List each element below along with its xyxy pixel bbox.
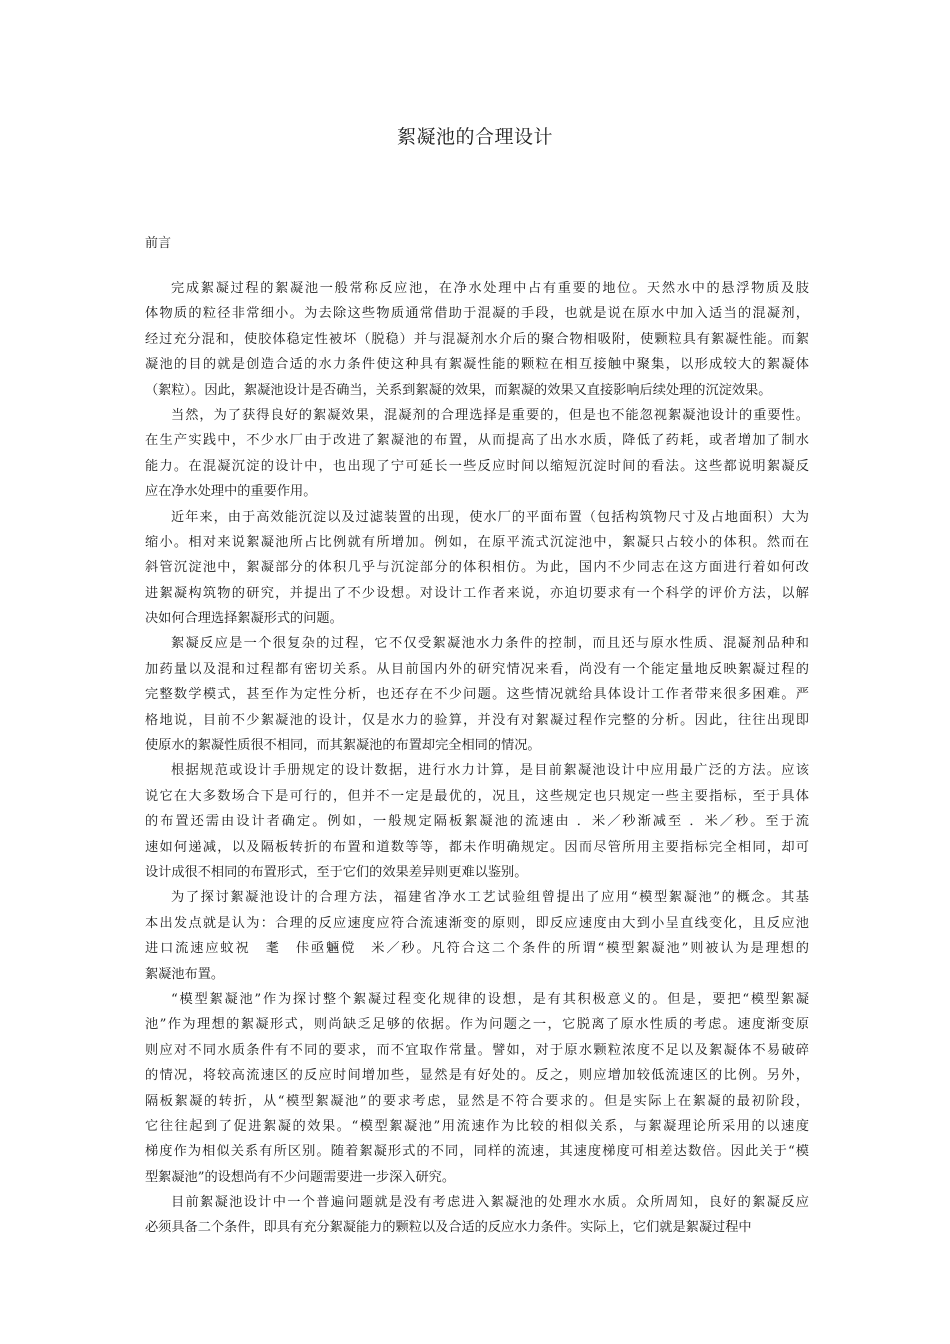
paragraph-line: 完成絮凝过程的絮凝池一般常称反应池，在净水处理中占有重要的地位。天然水中的悬浮物质及肢	[171, 281, 809, 296]
paragraph-line: 经过充分混和，使胶体稳定性被坏（脱稳）并与混凝剂水介后的聚合物相吸附，使颗粒具有絮凝性能。而絮	[145, 331, 809, 347]
paragraph-line: 在生产实践中，不少水厂由于改进了絮凝池的布置，从而提高了出水水质，降低了药耗，或者增加了制水	[145, 433, 809, 449]
paragraph-line: 的情况，将较高流速区的反应时间增加些，显然是有好处的。反之，则应增加较低流速区的比例。另外，	[145, 1068, 809, 1084]
paragraph-line: 凝池的目的就是创造合适的水力条件使这种具有絮凝性能的颗粒在相互接触中聚集，以形成较大的絮凝体	[145, 357, 809, 373]
paragraph-line: 它往往起到了促进絮凝的效果。“模型絮凝池”用流速作为比较的相似关系，与絮凝理论所采用的以速度	[145, 1118, 809, 1134]
paragraph-line: 的布置还需由设计者确定。例如，一般规定隔板絮凝池的流速由 ．米／秒渐减至 ．米／秒。至于流	[145, 814, 809, 830]
paragraph-line: 必须具备二个条件，即具有充分絮凝能力的颗粒以及合适的反应水力条件。实际上，它们就是絮凝过程中	[145, 1220, 752, 1236]
paragraph-line: 絮凝反应是一个很复杂的过程，它不仅受絮凝池水力条件的控制，而且还与原水性质、混凝剂品种和	[171, 636, 809, 652]
paragraph-line: 本出发点就是认为：合理的反应速度应符合流速渐变的原则，即反应速度由大到小呈直线变化，且反应池	[145, 915, 809, 931]
paragraph-line: 进口流速应蚊祝 耄 佧亟魎傥 米／秒。凡符合这二个条件的所谓“模型絮凝池”则被认为是理想的	[145, 941, 809, 957]
paragraph-line: （絮粒）。因此，絮凝池设计是否确当，关系到絮凝的效果，而絮凝的效果又直接影响后续处理的沉淀效果。	[145, 382, 772, 398]
paragraph-line: 池”作为理想的絮凝形式，则尚缺乏足够的依据。作为问题之一，它脱离了原水性质的考虑。速度渐变原	[145, 1017, 809, 1033]
paragraph-line: 加药量以及混和过程都有密切关系。从目前国内外的研究情况来看，尚没有一个能定量地反映絮凝过程的	[145, 661, 809, 677]
body-text	[145, 276, 809, 1241]
paragraph-line: 体物质的粒径非常细小。为去除这些物质通常借助于混凝的手段，也就是说在原水中加入适当的混凝剂，	[145, 306, 809, 322]
paragraph-line: 能力。在混凝沉淀的设计中，也出现了宁可延长一些反应时间以缩短沉淀时间的看法。这些都说明絮凝反	[145, 458, 809, 474]
paragraph-line: 根据规范或设计手册规定的设计数据，进行水力计算，是目前絮凝池设计中应用最广泛的方法。应该	[171, 763, 809, 779]
paragraph-line: 近年来，由于高效能沉淀以及过滤装置的出现，使水厂的平面布置（包括构筑物尺寸及占地面积）大为	[171, 509, 809, 525]
document-title: 絮凝池的合理设计	[396, 126, 553, 148]
paragraph-line: 完整数学模式，甚至作为定性分析，也还存在不少问题。这些情况就给具体设计工作者带来很多困难。严	[145, 687, 809, 703]
paragraph-line: 进絮凝构筑物的研究，并提出了不少设想。对设计工作者来说，亦迫切要求有一个科学的评价方法，以解	[145, 585, 809, 601]
paragraph-line: 型絮凝池”的设想尚有不少问题需要进一步深入研究。	[145, 1169, 456, 1185]
paragraph	[145, 758, 809, 885]
paragraph-line: “模型絮凝池”作为探讨整个絮凝过程变化规律的设想，是有其积极意义的。但是，要把“模型絮凝	[171, 991, 809, 1007]
paragraph-line: 格地说，目前不少絮凝池的设计，仅是水力的验算，并没有对絮凝过程作完整的分析。因此，往往出现即	[145, 712, 809, 728]
paragraph	[145, 276, 809, 403]
paragraph-line: 斜管沉淀池中，絮凝部分的体积几乎与沉淀部分的体积相仿。为此，国内不少同志在这方面进行着如何改	[145, 560, 809, 576]
paragraph-line: 使原水的絮凝性质很不相同，而其絮凝池的布置却完全相同的情况。	[145, 738, 541, 754]
paragraph	[145, 631, 809, 758]
paragraph-line: 则应对不同水质条件有不同的要求，而不宜取作常量。譬如，对于原水颗粒浓度不足以及絮凝体不易破碎	[145, 1042, 809, 1058]
author-line	[0, 168, 950, 184]
paragraph-line: 说它在大多数场合下是可行的，但并不一定是最优的，况且，这些规定也只规定一些主要指标，至于具体	[145, 788, 809, 804]
paragraph-line: 缩小。相对来说絮凝池所占比例就有所增加。例如，在原平流式沉淀池中，絮凝只占较小的体积。然而在	[145, 534, 809, 550]
paragraph-line: 絮凝池布置。	[145, 966, 225, 982]
paragraph-line: 应在净水处理中的重要作用。	[145, 484, 317, 500]
paragraph-line: 目前絮凝池设计中一个普遍问题就是没有考虑进入絮凝池的处理水水质。众所周知，良好的絮凝反应	[171, 1195, 809, 1211]
paragraph-line: 梯度作为相似关系有所区别。随着絮凝形式的不同，同样的流速，其速度梯度可相差达数倍。因此关于“模	[145, 1144, 809, 1160]
paragraph	[145, 987, 809, 1190]
paragraph-line: 决如何合理选择絮凝形式的问题。	[145, 611, 343, 627]
paragraph	[145, 505, 809, 632]
paragraph-line: 隔板絮凝的转折，从“模型絮凝池”的要求考虑，显然是不符合要求的。但是实际上在絮凝的最初阶段，	[145, 1093, 809, 1109]
paragraph	[145, 885, 809, 987]
paragraph	[145, 1190, 809, 1241]
paragraph-line: 当然，为了获得良好的絮凝效果，混凝剂的合理选择是重要的，但是也不能忽视絮凝池设计的重要性。	[171, 407, 809, 423]
paragraph-line: 为了探讨絮凝池设计的合理方法，福建省净水工艺试验组曾提出了应用“模型絮凝池”的概念。其基	[171, 890, 809, 906]
preface-heading: 前言	[145, 236, 172, 251]
paragraph-line: 速如何递减，以及隔板转折的布置和道数等等，都未作明确规定。因而尽管所用主要指标完全相同，却可	[145, 839, 809, 855]
paragraph	[145, 403, 809, 505]
paragraph-line: 设计成很不相同的布置形式，至于它们的效果差异则更难以鉴别。	[145, 864, 528, 880]
